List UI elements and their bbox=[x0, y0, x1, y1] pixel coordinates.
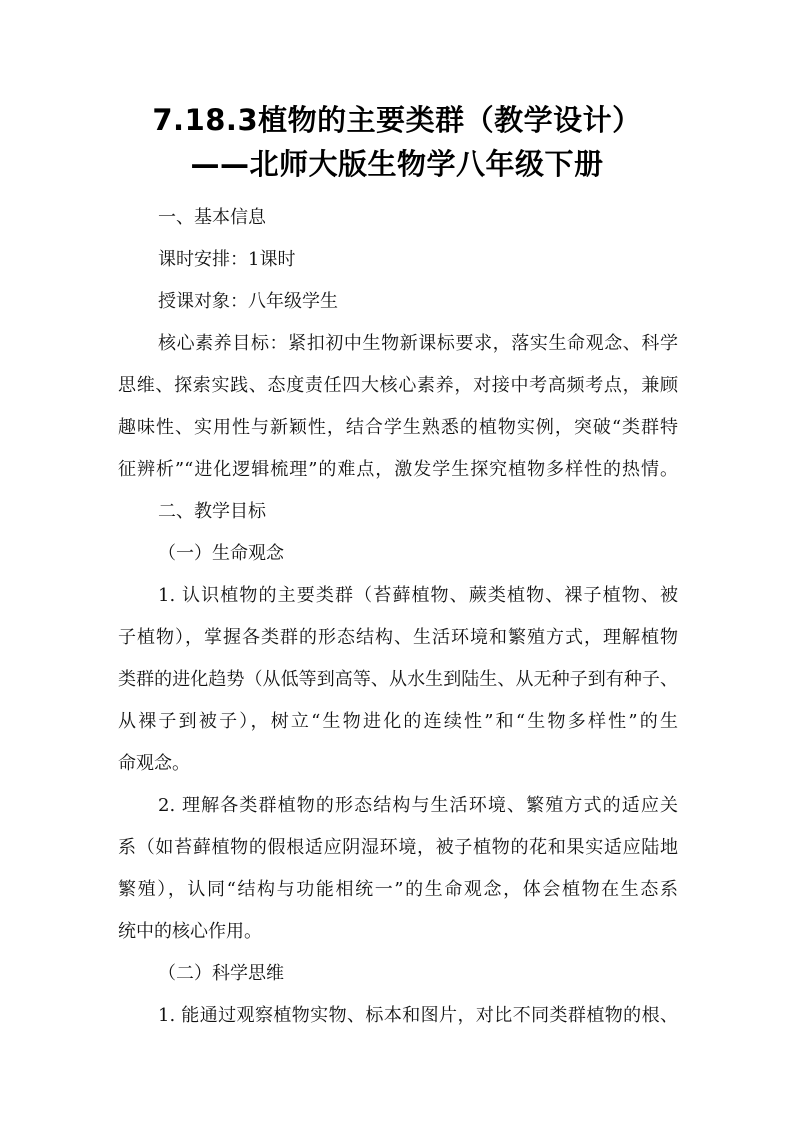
paragraph-line: 思维、探索实践、态度责任四大核心素养，对接中考高频考点，兼顾 bbox=[118, 375, 678, 396]
paragraph-line: 统中的核心作用。 bbox=[118, 921, 262, 942]
subsection-heading-scientific-thinking: （二）科学思维 bbox=[158, 963, 284, 984]
paragraph-line: 2. 理解各类群植物的形态结构与生活环境、繁殖方式的适应关 bbox=[158, 795, 678, 816]
paragraph-line: 征辨析”“进化逻辑梳理”的难点，激发学生探究植物多样性的热情。 bbox=[118, 459, 678, 480]
document-title: 7.18.3植物的主要类群（教学设计） bbox=[152, 103, 642, 137]
paragraph-line: 命观念。 bbox=[118, 753, 190, 774]
paragraph-line: 1. 认识植物的主要类群（苔藓植物、蕨类植物、裸子植物、被 bbox=[158, 585, 678, 606]
paragraph-line: 趣味性、实用性与新颖性，结合学生熟悉的植物实例，突破“类群特 bbox=[118, 417, 678, 438]
paragraph-line: 核心素养目标：紧扣初中生物新课标要求，落实生命观念、科学 bbox=[158, 333, 678, 354]
paragraph-line: 1. 能通过观察植物实物、标本和图片，对比不同类群植物的根、 bbox=[158, 1005, 678, 1026]
section-heading-objectives: 二、教学目标 bbox=[158, 501, 266, 522]
paragraph-line: 繁殖），认同“结构与功能相统一”的生命观念，体会植物在生态系 bbox=[118, 879, 678, 900]
section-heading-basic-info: 一、基本信息 bbox=[158, 207, 266, 228]
paragraph-line: 子植物），掌握各类群的形态结构、生活环境和繁殖方式，理解植物 bbox=[118, 627, 678, 648]
subsection-heading-life-concept: （一）生命观念 bbox=[158, 543, 284, 564]
lesson-time-line: 课时安排：1课时 bbox=[158, 249, 296, 270]
paragraph-line: 系（如苔藓植物的假根适应阴湿环境，被子植物的花和果实适应陆地 bbox=[118, 837, 678, 858]
document-subtitle: ——北师大版生物学八年级下册 bbox=[190, 147, 604, 181]
audience-line: 授课对象：八年级学生 bbox=[158, 291, 338, 312]
paragraph-line: 从裸子到被子），树立“生物进化的连续性”和“生物多样性”的生 bbox=[118, 711, 678, 732]
paragraph-line: 类群的进化趋势（从低等到高等、从水生到陆生、从无种子到有种子、 bbox=[118, 669, 678, 690]
